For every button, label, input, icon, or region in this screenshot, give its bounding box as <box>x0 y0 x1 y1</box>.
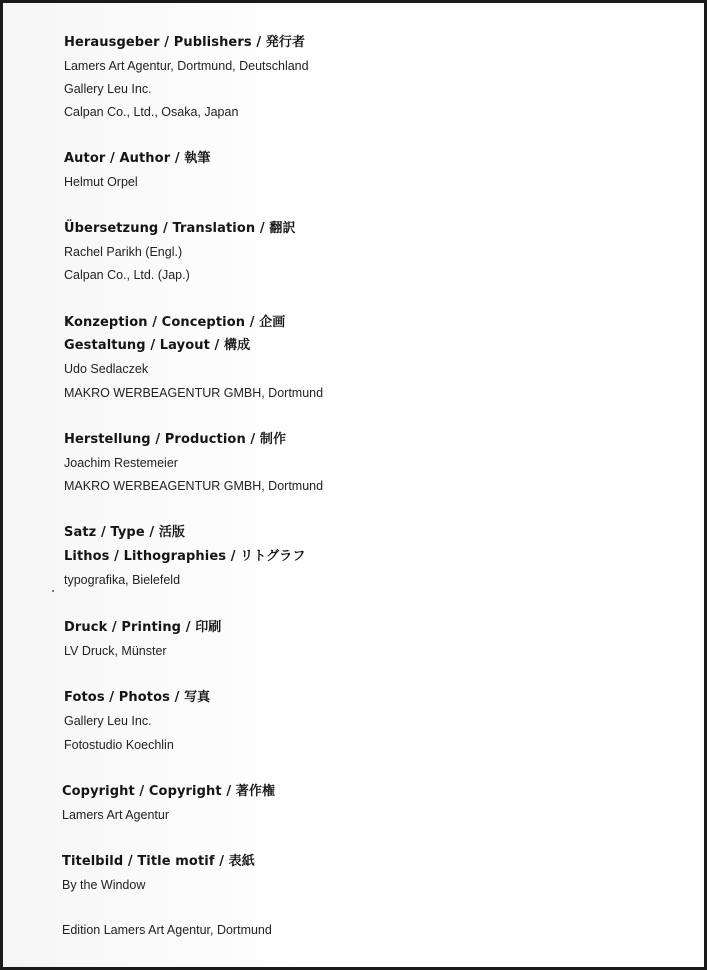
value-publisher-2: Gallery Leu Inc. <box>64 82 152 96</box>
heading-copyright: Copyright / Copyright / 著作権 <box>62 784 276 799</box>
heading-production: Herstellung / Production / 制作 <box>64 432 287 447</box>
value-layout-2: MAKRO WERBEAGENTUR GMBH, Dortmund <box>64 386 324 400</box>
value-publisher-1: Lamers Art Agentur, Dortmund, Deutschland <box>64 59 309 73</box>
heading-layout: Gestaltung / Layout / 構成 <box>64 338 251 353</box>
heading-printing: Druck / Printing / 印刷 <box>64 620 222 635</box>
scan-speck <box>52 590 54 592</box>
value-author: Helmut Orpel <box>64 175 138 189</box>
value-type: typografika, Bielefeld <box>64 573 181 587</box>
edition-footer: Edition Lamers Art Agentur, Dortmund <box>62 923 272 937</box>
value-publisher-3: Calpan Co., Ltd., Osaka, Japan <box>64 105 239 119</box>
value-photos-1: Gallery Leu Inc. <box>64 714 152 728</box>
heading-lithographies: Lithos / Lithographies / リトグラフ <box>64 549 306 564</box>
value-layout-1: Udo Sedlaczek <box>64 362 149 376</box>
value-production-1: Joachim Restemeier <box>64 456 178 470</box>
heading-translation: Übersetzung / Translation / 翻訳 <box>64 221 296 236</box>
value-production-2: MAKRO WERBEAGENTUR GMBH, Dortmund <box>64 479 324 493</box>
heading-author: Autor / Author / 執筆 <box>64 151 211 166</box>
heading-photos: Fotos / Photos / 写真 <box>64 690 211 705</box>
value-translation-2: Calpan Co., Ltd. (Jap.) <box>64 268 190 282</box>
value-photos-2: Fotostudio Koechlin <box>64 738 174 752</box>
value-copyright: Lamers Art Agentur <box>62 808 170 822</box>
heading-conception: Konzeption / Conception / 企画 <box>64 315 286 330</box>
heading-title-motif: Titelbild / Title motif / 表紙 <box>62 854 255 869</box>
heading-type: Satz / Type / 活版 <box>64 525 186 540</box>
value-title-motif: By the Window <box>62 878 146 892</box>
value-printing: LV Druck, Münster <box>64 644 167 658</box>
value-translation-1: Rachel Parikh (Engl.) <box>64 245 183 259</box>
heading-publishers: Herausgeber / Publishers / 発行者 <box>64 35 306 50</box>
